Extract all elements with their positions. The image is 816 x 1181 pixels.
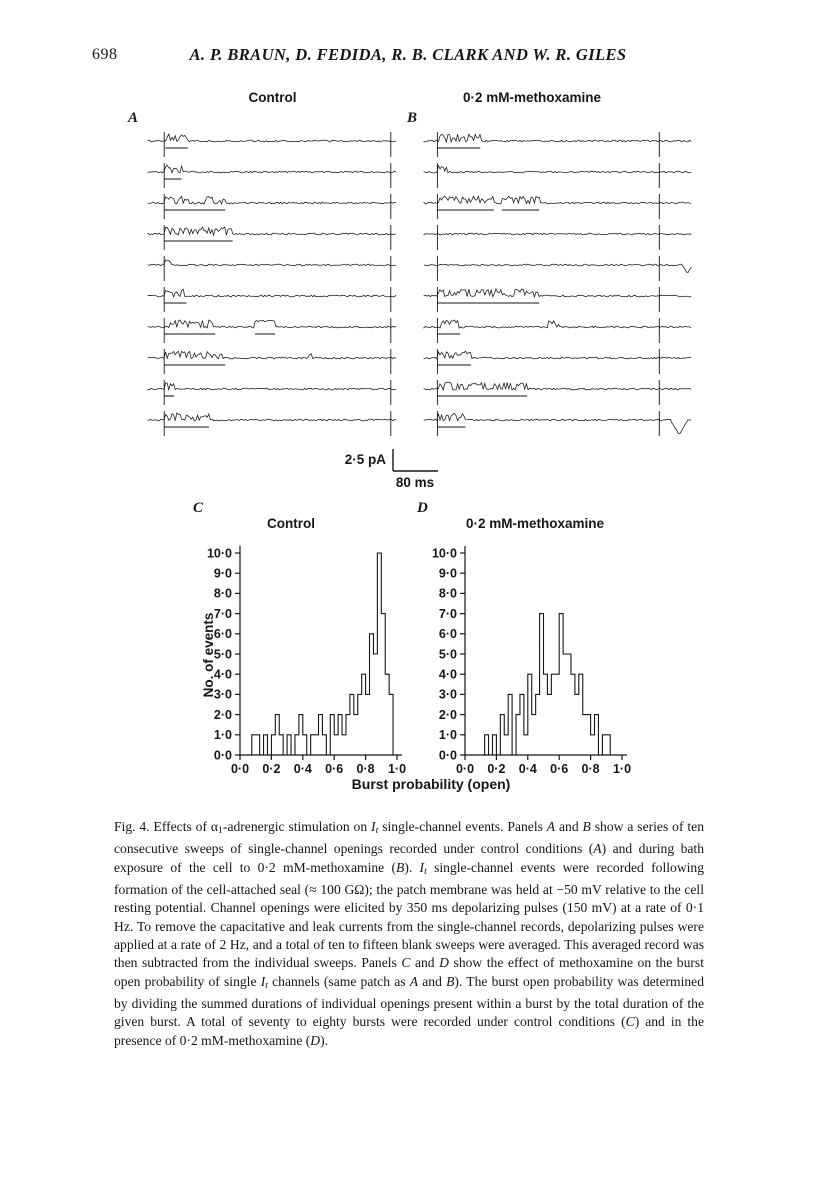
panel-c-label: C	[193, 500, 204, 516]
caption-segment: I	[371, 819, 376, 834]
trace-sweep-b-10	[424, 413, 691, 433]
trace-sweep-b-3	[424, 196, 691, 204]
caption-segment: C	[401, 955, 411, 971]
y-tick-label: 7·0	[438, 606, 457, 621]
x-tick-label: 0·2	[262, 762, 281, 776]
y-tick-label: 10·0	[431, 546, 457, 561]
caption-segment: show the effect of methoxamine on the burst open probability of single	[114, 955, 704, 989]
trace-sweep-a-10	[148, 413, 396, 421]
x-tick-label: 1·0	[612, 762, 632, 776]
scalebar-current-label: 2·5 pA	[344, 452, 386, 467]
caption-segment: and	[555, 819, 583, 834]
scalebar-time-label: 80 ms	[395, 475, 435, 490]
y-tick-label: 9·0	[438, 566, 457, 581]
panel-d-title: 0·2 mM-methoxamine	[465, 516, 605, 531]
y-tick-label: 2·0	[438, 707, 457, 722]
histogram-C	[240, 553, 397, 755]
caption-segment: B	[396, 859, 405, 875]
panel-c-title: Control	[267, 516, 315, 531]
x-tick-label: 0·8	[581, 762, 600, 776]
running-head-authors: A. P. BRAUN, D. FEDIDA, R. B. CLARK AND W. R. GILES	[189, 45, 627, 64]
y-tick-label: 5·0	[213, 647, 232, 662]
trace-sweep-a-1	[148, 134, 396, 142]
y-tick-label: 1·0	[438, 728, 457, 743]
panel-d-label: D	[417, 500, 428, 516]
trace-sweep-b-9	[424, 382, 691, 390]
y-tick-label: 8·0	[213, 586, 232, 601]
x-tick-label: 0·6	[550, 762, 569, 776]
caption-segment: B	[446, 973, 455, 989]
y-tick-label: 8·0	[438, 586, 457, 601]
caption-segment: ).	[320, 1032, 329, 1048]
trace-sweep-b-4	[424, 233, 691, 235]
trace-sweep-b-2	[424, 166, 691, 173]
caption-segment: channels (same patch as	[267, 973, 410, 989]
trace-sweep-b-7	[424, 320, 691, 328]
trace-sweep-a-5	[148, 260, 396, 266]
caption-segment: C	[625, 1014, 635, 1030]
y-tick-label: 1·0	[213, 728, 232, 743]
caption-segment: D	[310, 1032, 321, 1048]
panel-b-label: B	[407, 110, 418, 126]
caption-segment: single-channel events. Panels	[378, 819, 547, 834]
page-number: 698	[92, 46, 118, 63]
caption-segment: D	[439, 955, 449, 971]
y-tick-label: 5·0	[438, 647, 457, 662]
y-tick-label: 0·0	[438, 748, 457, 763]
panel-b-title: 0·2 mM-methoxamine	[462, 90, 602, 105]
y-tick-label: 6·0	[213, 627, 232, 642]
y-tick-label: 6·0	[438, 627, 457, 642]
y-tick-label: 0·0	[213, 748, 232, 763]
caption-segment: I	[260, 973, 266, 989]
y-tick-label: 2·0	[213, 707, 232, 722]
trace-sweep-b-6	[424, 289, 691, 297]
trace-sweep-a-7	[148, 320, 396, 328]
trace-sweep-b-8	[424, 351, 691, 359]
panel-a-label: A	[128, 110, 139, 126]
trace-sweep-b-1	[424, 134, 691, 142]
trace-sweep-a-8	[148, 351, 396, 359]
caption-segment: A	[409, 973, 419, 989]
y-tick-label: 4·0	[213, 667, 232, 682]
caption-segment: 1	[218, 825, 223, 837]
trace-sweep-a-2	[148, 165, 396, 173]
trace-sweep-a-3	[148, 196, 396, 204]
x-tick-label: 0·8	[356, 762, 375, 776]
y-axis-title: No. of events	[201, 612, 216, 698]
trace-sweep-a-9	[148, 383, 396, 390]
y-tick-label: 10·0	[206, 546, 232, 561]
caption-segment: show a series of ten consecutive sweeps of single-channel openings recorded under control conditions (	[114, 819, 704, 857]
x-tick-label: 0·0	[230, 762, 250, 776]
x-tick-label: 0·2	[487, 762, 506, 776]
caption-segment: I	[419, 859, 425, 875]
y-tick-label: 4·0	[438, 667, 457, 682]
panel-a-title: Control	[248, 90, 297, 105]
caption-segment: t	[265, 979, 268, 991]
caption-segment: A	[546, 819, 556, 834]
trace-sweep-a-6	[148, 289, 396, 297]
x-axis-title: Burst probability (open)	[351, 776, 511, 792]
caption-segment: and	[418, 973, 447, 989]
caption-segment: -adrenergic stimulation on	[222, 819, 372, 834]
caption-segment: ) and during bath exposure of the cell to 0·2 mM-methoxamine (	[114, 841, 704, 875]
caption-segment: t	[375, 825, 379, 837]
y-tick-label: 3·0	[213, 687, 232, 702]
caption-segment: ). The burst open probability was determined by dividing the summed durations of individual openings present within a burst by the total duration of the given burst. A total of seventy to eighty bursts were recorded under control conditions (	[114, 973, 704, 1030]
trace-sweep-a-4	[148, 227, 396, 235]
x-tick-label: 0·0	[455, 762, 475, 776]
y-tick-label: 7·0	[213, 606, 232, 621]
figure-caption	[114, 818, 704, 1050]
x-tick-label: 1·0	[387, 762, 407, 776]
histogram-D	[465, 614, 622, 755]
caption-segment: B	[582, 819, 591, 834]
caption-segment: A	[593, 841, 602, 857]
caption-segment: and	[410, 955, 440, 971]
caption-segment: ) and in the presence of 0·2 mM-methoxamine (	[114, 1014, 704, 1048]
x-tick-label: 0·4	[293, 762, 312, 776]
caption-segment: ).	[404, 859, 420, 875]
caption-segment: Fig. 4. Effects of α	[114, 819, 219, 834]
x-tick-label: 0·6	[325, 762, 344, 776]
trace-sweep-b-5	[424, 264, 691, 272]
x-tick-label: 0·4	[518, 762, 537, 776]
y-tick-label: 3·0	[438, 687, 457, 702]
caption-segment: single-channel events were recorded following formation of the cell-attached seal (≈ 100 GΩ); the patch membrane was held at −50 mV relative to the cell resting potential. Channel openings were elicited by 350 ms depolarizing pulses (150 mV) at a rate of 0·1 Hz. To remove the capacitative and leak currents from the single-channel records, depolarizing pulses were applied at a rate of 2 Hz, and a total of ten to fifteen blank sweeps were averaged. This averaged record was then subtracted from the individual sweeps. Panels	[114, 859, 705, 971]
y-tick-label: 9·0	[213, 566, 232, 581]
caption-segment: t	[424, 865, 427, 877]
